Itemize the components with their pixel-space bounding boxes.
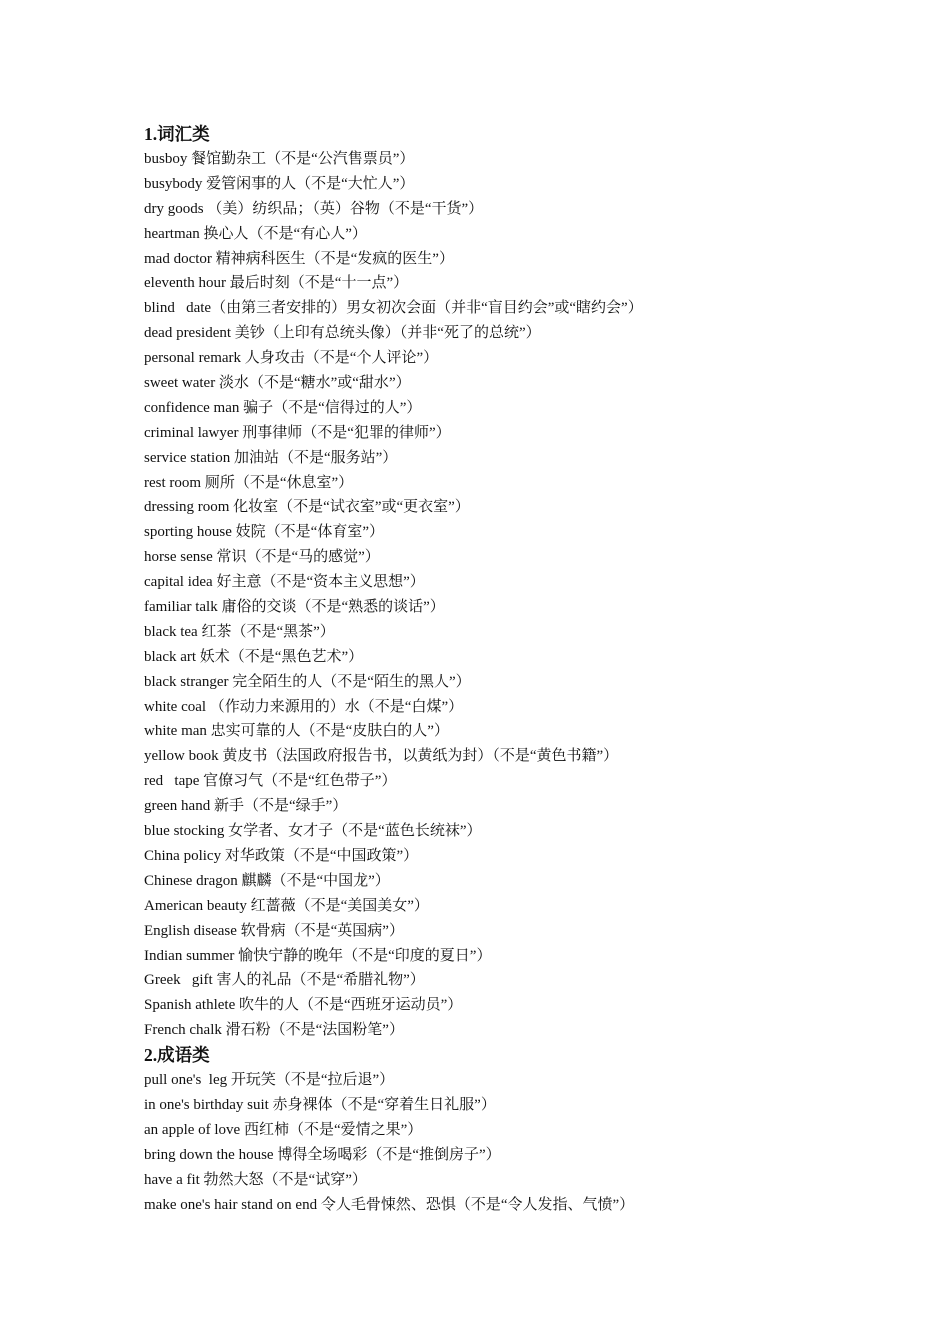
list-item: Chinese dragon 麒麟（不是“中国龙”）	[144, 872, 390, 889]
list-item: eleventh hour 最后时刻（不是“十一点”）	[144, 275, 409, 292]
list-item: service station 加油站（不是“服务站”）	[144, 449, 398, 466]
list-item: make one's hair stand on end 令人毛骨悚然、恐惧（不是“令人发指、气愤”）	[144, 1196, 635, 1213]
list-item: China policy 对华政策（不是“中国政策”）	[144, 847, 419, 864]
list-item: Spanish athlete 吹牛的人（不是“西班牙运动员”）	[144, 997, 463, 1014]
list-item: an apple of love 西红柿（不是“爱情之果”）	[144, 1121, 423, 1138]
list-item: rest room 厕所（不是“休息室”）	[144, 474, 354, 491]
list-item: French chalk 滑石粉（不是“法国粉笔”）	[144, 1022, 404, 1039]
list-item: yellow book 黄皮书（法国政府报告书，以黄纸为封）（不是“黄色书籍”）	[144, 748, 619, 765]
list-item: pull one's leg 开玩笑（不是“拉后退”）	[144, 1072, 395, 1089]
list-item: mad doctor 精神病科医生（不是“发疯的医生”）	[144, 250, 454, 267]
list-item: have a fit 勃然大怒（不是“试穿”）	[144, 1171, 367, 1188]
section-heading: 1.词汇类	[144, 124, 210, 144]
list-item: dry goods （美）纺织品；（英）谷物（不是“干货”）	[144, 200, 484, 217]
list-item: heartman 换心人（不是“有心人”）	[144, 225, 367, 242]
list-item: dressing room 化妆室（不是“试衣室”或“更衣室”）	[144, 499, 470, 516]
list-item: black stranger 完全陌生的人（不是“陌生的黑人”）	[144, 673, 471, 690]
list-item: confidence man 骗子（不是“信得过的人”）	[144, 399, 422, 416]
list-item: Greek gift 害人的礼品（不是“希腊礼物”）	[144, 972, 425, 989]
list-item: in one's birthday suit 赤身裸体（不是“穿着生日礼服”）	[144, 1096, 496, 1113]
list-item: black art 妖术（不是“黑色艺术”）	[144, 648, 364, 665]
list-item: black tea 红茶（不是“黑茶”）	[144, 623, 335, 640]
list-item: familiar talk 庸俗的交谈（不是“熟悉的谈话”）	[144, 599, 445, 616]
list-item: horse sense 常识（不是“马的感觉”）	[144, 549, 380, 566]
list-item: sweet water 淡水（不是“糖水”或“甜水”）	[144, 375, 411, 392]
list-item: white coal （作动力来源用的）水（不是“白煤”）	[144, 698, 464, 715]
list-item: bring down the house 博得全场喝彩（不是“推倒房子”）	[144, 1146, 501, 1163]
list-item: dead president 美钞（上印有总统头像）（并非“死了的总统”）	[144, 325, 541, 342]
list-item: red tape 官僚习气（不是“红色带子”）	[144, 773, 397, 790]
list-item: American beauty 红蔷薇（不是“美国美女”）	[144, 897, 429, 914]
list-item: busboy 餐馆勤杂工（不是“公汽售票员”）	[144, 151, 415, 167]
list-item: blue stocking 女学者、女才子（不是“蓝色长统袜”）	[144, 823, 482, 840]
list-item: busybody 爱管闲事的人（不是“大忙人”）	[144, 175, 415, 192]
list-item: criminal lawyer 刑事律师（不是“犯罪的律师”）	[144, 424, 451, 441]
list-item: personal remark 人身攻击（不是“个人评论”）	[144, 350, 439, 367]
list-item: sporting house 妓院（不是“体育室”）	[144, 524, 384, 541]
list-item: green hand 新手（不是“绿手”）	[144, 798, 348, 815]
list-item: blind date（由第三者安排的）男女初次会面（并非“盲目约会”或“瞎约会”）	[144, 300, 643, 317]
list-item: capital idea 好主意（不是“资本主义思想”）	[144, 574, 425, 591]
list-item: English disease 软骨病（不是“英国病”）	[144, 922, 404, 939]
document-page	[144, 122, 924, 1217]
list-item: Indian summer 愉快宁静的晚年（不是“印度的夏日”）	[144, 947, 492, 964]
section-heading: 2.成语类	[144, 1045, 210, 1066]
list-item: white man 忠实可靠的人（不是“皮肤白的人”）	[144, 723, 449, 740]
